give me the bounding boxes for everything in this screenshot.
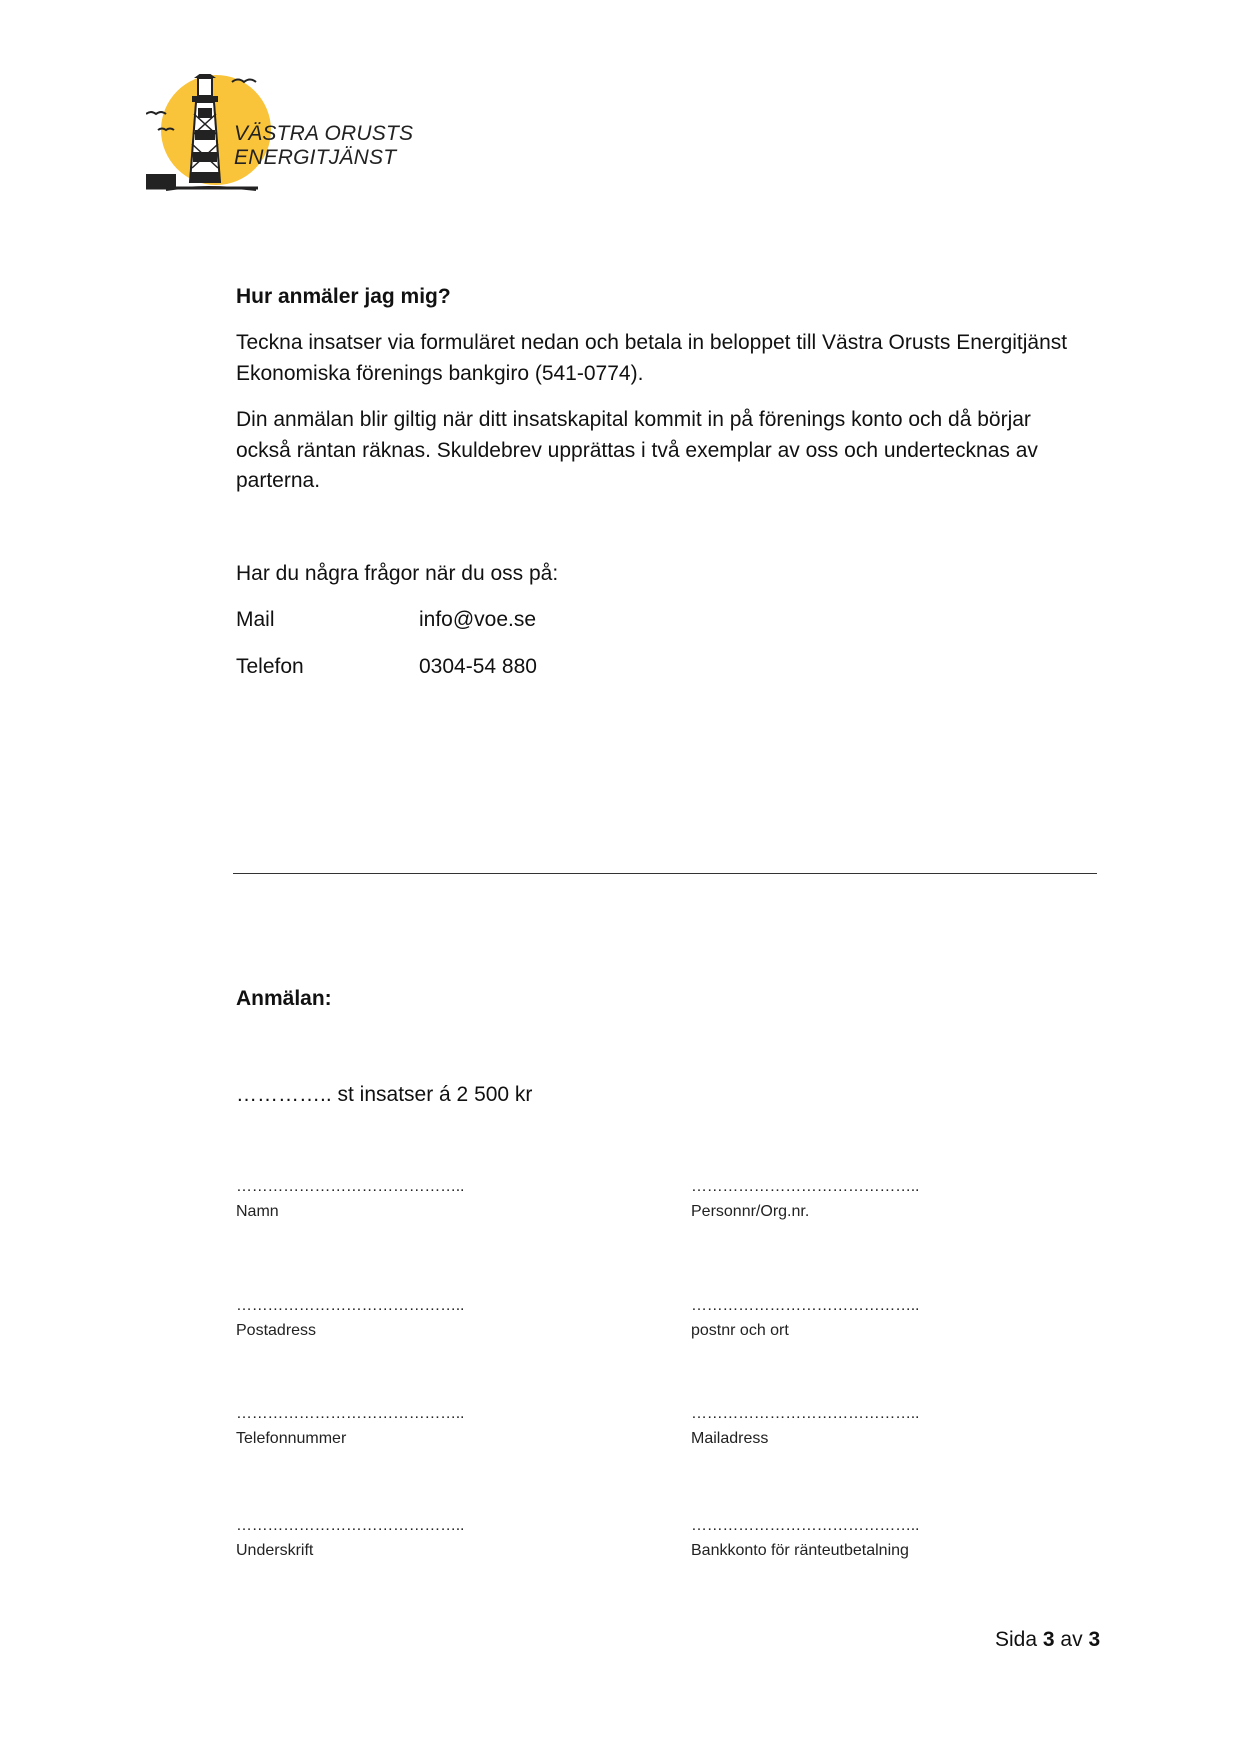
- logo-line-2: ENERGITJÄNST: [234, 146, 397, 169]
- paragraph-2-line-1: Din anmälan blir giltig när ditt insatskapital kommit in på förenings konto och då börjar: [236, 408, 1031, 431]
- form-heading: Anmälan:: [236, 987, 332, 1010]
- mail-label: Mail: [236, 608, 275, 631]
- phone-value: 0304-54 880: [419, 655, 537, 678]
- paragraph-2-line-2: också räntan räknas. Skuldebrev upprättas i två exemplar av oss och undertecknas av: [236, 439, 1038, 462]
- page-number: [995, 1628, 1100, 1652]
- page-of: av: [1060, 1628, 1083, 1651]
- paragraph-1-line-1: Teckna insatser via formuläret nedan och betala in beloppet till Västra Orusts Energitjänst: [236, 331, 1068, 354]
- bank-account-field[interactable]: ……………………………………..: [691, 1517, 920, 1534]
- page-current: 3: [1042, 1628, 1055, 1651]
- mail-address-label: Mailadress: [691, 1430, 769, 1447]
- personnr-field[interactable]: ……………………………………..: [691, 1178, 920, 1195]
- address-label: Postadress: [236, 1322, 317, 1339]
- phone-label: Telefon: [236, 655, 304, 678]
- name-field[interactable]: ……………………………………..: [236, 1178, 465, 1195]
- address-field[interactable]: ……………………………………..: [236, 1297, 465, 1314]
- paragraph-2-line-3: parterna.: [236, 469, 321, 492]
- signature-field[interactable]: ……………………………………..: [236, 1517, 465, 1534]
- quantity-line[interactable]: ………….. st insatser á 2 500 kr: [236, 1083, 533, 1106]
- mail-value[interactable]: info@voe.se: [419, 608, 537, 631]
- postnr-field[interactable]: ……………………………………..: [691, 1297, 920, 1314]
- page-total: 3: [1088, 1628, 1101, 1651]
- section-heading: Hur anmäler jag mig?: [236, 285, 451, 308]
- phone-field[interactable]: ……………………………………..: [236, 1405, 465, 1422]
- signature-label: Underskrift: [236, 1542, 314, 1559]
- postnr-label: postnr och ort: [691, 1322, 789, 1339]
- phone-number-label: Telefonnummer: [236, 1430, 347, 1447]
- bank-account-label: Bankkonto för ränteutbetalning: [691, 1542, 909, 1559]
- mail-field[interactable]: ……………………………………..: [691, 1405, 920, 1422]
- section-divider: [233, 873, 1097, 874]
- personnr-label: Personnr/Org.nr.: [691, 1203, 810, 1220]
- contact-intro: Har du några frågor när du oss på:: [236, 562, 559, 585]
- page-prefix: Sida: [995, 1628, 1038, 1651]
- logo-line-1: VÄSTRA ORUSTS: [234, 122, 414, 145]
- name-label: Namn: [236, 1203, 279, 1220]
- paragraph-1-line-2: Ekonomiska förenings bankgiro (541-0774).: [236, 362, 644, 385]
